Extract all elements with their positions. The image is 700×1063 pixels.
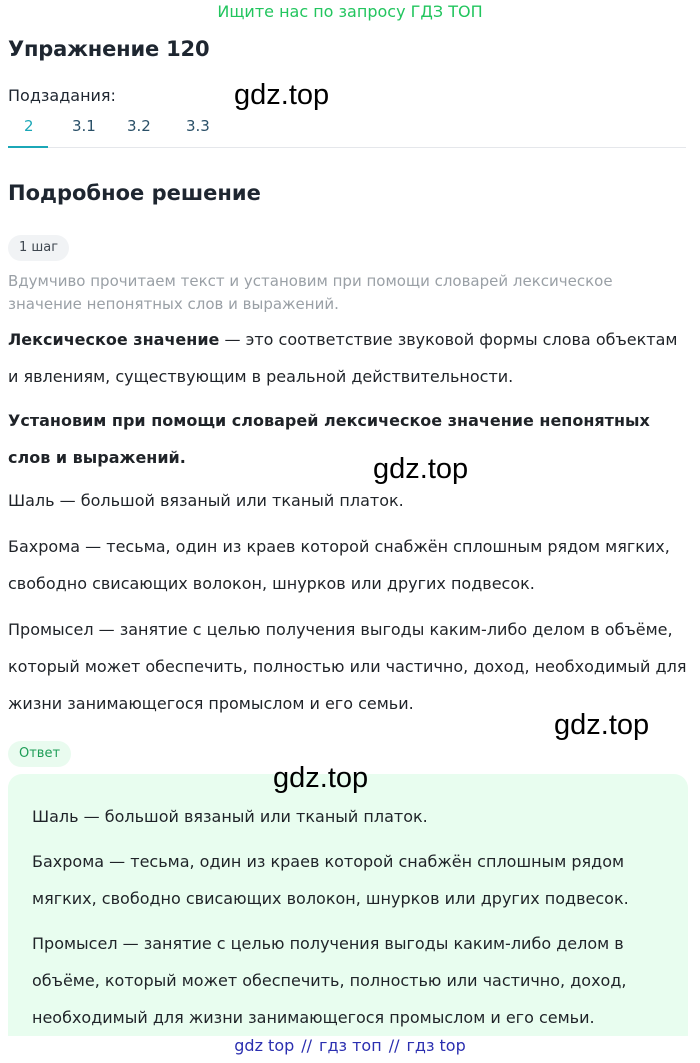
active-tab-indicator	[8, 146, 48, 148]
page-title: Упражнение 120	[8, 37, 210, 61]
footer-links	[0, 1036, 700, 1055]
footer-link-gdz-top[interactable]: gdz top	[234, 1036, 295, 1055]
subtask-tabs	[8, 114, 686, 148]
watermark: gdz.top	[234, 79, 330, 111]
entry-shawl: Шаль — большой вязаный или тканый платок.	[8, 491, 404, 510]
watermark: gdz.top	[373, 453, 469, 485]
footer-separator: //	[388, 1036, 400, 1055]
definition-term: Лексическое значение	[8, 330, 220, 349]
step-hint: Вдумчиво прочитаем текст и установим при помощи словарей лексическое значение непонятных слов и выражений.	[8, 272, 613, 313]
entry-trade: Промысел — занятие с целью получения выгоды каким-либо делом в объёме, который может обеспечить, полностью или частично, доход, необходимый для жизни занимающегося промыслом и его семьи.	[8, 620, 687, 713]
tab-3-3[interactable]: 3.3	[186, 117, 210, 135]
subtasks-label: Подзадания:	[8, 86, 116, 105]
footer-link-gdz-top-mixed[interactable]: гдз top	[406, 1036, 466, 1055]
answer-entry-trade: Промысел — занятие с целью получения выгоды каким-либо делом в объёме, который может обеспечить, полностью или частично, доход, необходимый для жизни занимающегося промыслом и его семьи.	[32, 934, 627, 1027]
watermark: gdz.top	[273, 762, 369, 794]
answer-entry-fringe: Бахрома — тесьма, один из краев которой снабжён сплошным рядом мягких, свободно свисающих волокон, шнурков или других подвесок.	[32, 852, 629, 908]
search-banner: Ищите нас по запросу ГДЗ ТОП	[217, 2, 483, 21]
tab-3-1[interactable]: 3.1	[72, 117, 96, 135]
footer-link-gdz-top-ru[interactable]: гдз топ	[319, 1036, 382, 1055]
answer-box	[8, 774, 688, 1036]
step-badge: 1 шаг	[8, 235, 69, 261]
answer-badge: Ответ	[8, 741, 71, 767]
solution-title: Подробное решение	[8, 181, 261, 205]
tab-3-2[interactable]: 3.2	[127, 117, 151, 135]
entry-fringe: Бахрома — тесьма, один из краев которой снабжён сплошным рядом мягких, свободно свисающих волокон, шнурков или других подвесок.	[8, 537, 670, 593]
watermark: gdz.top	[554, 709, 650, 741]
footer-separator: //	[301, 1036, 313, 1055]
definition-text: — это соответствие звуковой формы слова объектам и явлениям, существующим в реальной действительности.	[8, 330, 678, 386]
tab-2[interactable]: 2	[24, 117, 34, 135]
instruction-paragraph: Установим при помощи словарей лексическое значение непонятных слов и выражений.	[8, 411, 650, 467]
definition-paragraph	[8, 321, 692, 395]
answer-entry-shawl: Шаль — большой вязаный или тканый платок.	[32, 807, 428, 826]
